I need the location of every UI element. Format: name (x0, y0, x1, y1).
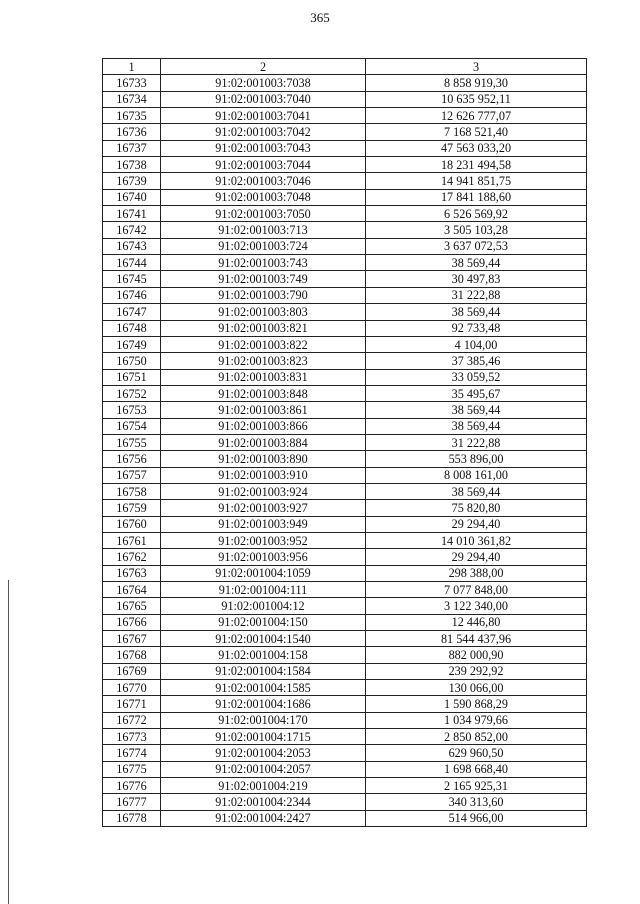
table-row (103, 614, 587, 630)
table-row (103, 549, 587, 565)
value-cell: 10 635 952,11 (366, 91, 587, 107)
cadastral-id-cell: 91:02:001004:2427 (161, 810, 366, 826)
table-body (103, 75, 587, 827)
value-cell: 33 059,52 (366, 369, 587, 385)
value-cell: 75 820,80 (366, 500, 587, 516)
row-number-cell: 16773 (103, 729, 161, 745)
row-number-cell: 16737 (103, 140, 161, 156)
table-row (103, 451, 587, 467)
table-row (103, 402, 587, 418)
table-row (103, 189, 587, 205)
table-row (103, 124, 587, 140)
value-cell: 12 446,80 (366, 614, 587, 630)
table-row (103, 810, 587, 826)
row-number-cell: 16734 (103, 91, 161, 107)
table-row (103, 304, 587, 320)
table-row (103, 418, 587, 434)
value-cell: 38 569,44 (366, 418, 587, 434)
row-number-cell: 16775 (103, 761, 161, 777)
table-row (103, 696, 587, 712)
cadastral-id-cell: 91:02:001003:949 (161, 516, 366, 532)
value-cell: 38 569,44 (366, 255, 587, 271)
table-row (103, 320, 587, 336)
table-row (103, 647, 587, 663)
row-number-cell: 16776 (103, 778, 161, 794)
table-row (103, 336, 587, 352)
table-row (103, 467, 587, 483)
cadastral-id-cell: 91:02:001003:7044 (161, 157, 366, 173)
table-row (103, 729, 587, 745)
table-row (103, 287, 587, 303)
cadastral-id-cell: 91:02:001003:821 (161, 320, 366, 336)
table-row (103, 680, 587, 696)
cadastral-id-cell: 91:02:001004:2057 (161, 761, 366, 777)
value-cell: 38 569,44 (366, 483, 587, 499)
cadastral-value-table (102, 58, 587, 827)
table-row (103, 565, 587, 581)
row-number-cell: 16772 (103, 712, 161, 728)
table-row (103, 631, 587, 647)
value-cell: 14 941 851,75 (366, 173, 587, 189)
row-number-cell: 16743 (103, 238, 161, 254)
row-number-cell: 16746 (103, 287, 161, 303)
column-header-cadastral-id: 2 (161, 59, 366, 75)
row-number-cell: 16767 (103, 631, 161, 647)
row-number-cell: 16742 (103, 222, 161, 238)
value-cell: 47 563 033,20 (366, 140, 587, 156)
table-row (103, 108, 587, 124)
cadastral-id-cell: 91:02:001003:927 (161, 500, 366, 516)
table-row (103, 778, 587, 794)
value-cell: 31 222,88 (366, 287, 587, 303)
column-header-value: 3 (366, 59, 587, 75)
cadastral-id-cell: 91:02:001003:7050 (161, 206, 366, 222)
value-cell: 29 294,40 (366, 549, 587, 565)
value-cell: 14 010 361,82 (366, 532, 587, 548)
table-row (103, 745, 587, 761)
row-number-cell: 16755 (103, 434, 161, 450)
table-row (103, 483, 587, 499)
table-row (103, 794, 587, 810)
table-row (103, 712, 587, 728)
row-number-cell: 16763 (103, 565, 161, 581)
value-cell: 6 526 569,92 (366, 206, 587, 222)
cadastral-id-cell: 91:02:001004:1585 (161, 680, 366, 696)
cadastral-id-cell: 91:02:001003:924 (161, 483, 366, 499)
table-row (103, 369, 587, 385)
row-number-cell: 16771 (103, 696, 161, 712)
row-number-cell: 16748 (103, 320, 161, 336)
table-row (103, 516, 587, 532)
cadastral-id-cell: 91:02:001004:150 (161, 614, 366, 630)
value-cell: 2 850 852,00 (366, 729, 587, 745)
scan-edge-line (8, 580, 9, 904)
value-cell: 340 313,60 (366, 794, 587, 810)
column-header-number: 1 (103, 59, 161, 75)
row-number-cell: 16735 (103, 108, 161, 124)
value-cell: 882 000,90 (366, 647, 587, 663)
table-row (103, 271, 587, 287)
cadastral-id-cell: 91:02:001004:1059 (161, 565, 366, 581)
table-row (103, 761, 587, 777)
row-number-cell: 16747 (103, 304, 161, 320)
row-number-cell: 16749 (103, 336, 161, 352)
cadastral-id-cell: 91:02:001003:866 (161, 418, 366, 434)
row-number-cell: 16774 (103, 745, 161, 761)
cadastral-id-cell: 91:02:001003:7046 (161, 173, 366, 189)
row-number-cell: 16744 (103, 255, 161, 271)
value-cell: 1 034 979,66 (366, 712, 587, 728)
value-cell: 38 569,44 (366, 304, 587, 320)
row-number-cell: 16739 (103, 173, 161, 189)
value-cell: 31 222,88 (366, 434, 587, 450)
value-cell: 12 626 777,07 (366, 108, 587, 124)
row-number-cell: 16754 (103, 418, 161, 434)
row-number-cell: 16756 (103, 451, 161, 467)
row-number-cell: 16766 (103, 614, 161, 630)
value-cell: 298 388,00 (366, 565, 587, 581)
cadastral-id-cell: 91:02:001003:861 (161, 402, 366, 418)
value-cell: 7 077 848,00 (366, 582, 587, 598)
cadastral-id-cell: 91:02:001003:910 (161, 467, 366, 483)
value-cell: 92 733,48 (366, 320, 587, 336)
row-number-cell: 16765 (103, 598, 161, 614)
value-cell: 629 960,50 (366, 745, 587, 761)
cadastral-id-cell: 91:02:001003:7043 (161, 140, 366, 156)
value-cell: 1 698 668,40 (366, 761, 587, 777)
value-cell: 29 294,40 (366, 516, 587, 532)
row-number-cell: 16736 (103, 124, 161, 140)
cadastral-id-cell: 91:02:001004:2053 (161, 745, 366, 761)
table-row (103, 255, 587, 271)
cadastral-id-cell: 91:02:001004:219 (161, 778, 366, 794)
value-cell: 3 122 340,00 (366, 598, 587, 614)
page-number: 365 (310, 10, 330, 25)
value-cell: 3 637 072,53 (366, 238, 587, 254)
row-number-cell: 16758 (103, 483, 161, 499)
row-number-cell: 16768 (103, 647, 161, 663)
cadastral-id-cell: 91:02:001004:111 (161, 582, 366, 598)
table-row (103, 173, 587, 189)
table-row (103, 353, 587, 369)
cadastral-id-cell: 91:02:001003:790 (161, 287, 366, 303)
value-cell: 35 495,67 (366, 385, 587, 401)
row-number-cell: 16757 (103, 467, 161, 483)
value-cell: 3 505 103,28 (366, 222, 587, 238)
table-row (103, 222, 587, 238)
row-number-cell: 16752 (103, 385, 161, 401)
value-cell: 37 385,46 (366, 353, 587, 369)
row-number-cell: 16764 (103, 582, 161, 598)
row-number-cell: 16740 (103, 189, 161, 205)
cadastral-id-cell: 91:02:001004:170 (161, 712, 366, 728)
cadastral-id-cell: 91:02:001003:7038 (161, 75, 366, 91)
cadastral-id-cell: 91:02:001004:1540 (161, 631, 366, 647)
value-cell: 514 966,00 (366, 810, 587, 826)
cadastral-id-cell: 91:02:001003:724 (161, 238, 366, 254)
value-cell: 1 590 868,29 (366, 696, 587, 712)
table-row (103, 385, 587, 401)
cadastral-id-cell: 91:02:001004:1584 (161, 663, 366, 679)
table-row (103, 140, 587, 156)
cadastral-id-cell: 91:02:001003:7042 (161, 124, 366, 140)
table-row (103, 663, 587, 679)
cadastral-id-cell: 91:02:001003:7041 (161, 108, 366, 124)
row-number-cell: 16751 (103, 369, 161, 385)
cadastral-id-cell: 91:02:001003:749 (161, 271, 366, 287)
row-number-cell: 16769 (103, 663, 161, 679)
row-number-cell: 16753 (103, 402, 161, 418)
row-number-cell: 16745 (103, 271, 161, 287)
value-cell: 81 544 437,96 (366, 631, 587, 647)
cadastral-id-cell: 91:02:001003:952 (161, 532, 366, 548)
cadastral-id-cell: 91:02:001003:848 (161, 385, 366, 401)
row-number-cell: 16762 (103, 549, 161, 565)
value-cell: 2 165 925,31 (366, 778, 587, 794)
row-number-cell: 16741 (103, 206, 161, 222)
cadastral-id-cell: 91:02:001003:803 (161, 304, 366, 320)
cadastral-id-cell: 91:02:001003:884 (161, 434, 366, 450)
table-row (103, 238, 587, 254)
row-number-cell: 16733 (103, 75, 161, 91)
row-number-cell: 16778 (103, 810, 161, 826)
cadastral-id-cell: 91:02:001003:890 (161, 451, 366, 467)
row-number-cell: 16770 (103, 680, 161, 696)
cadastral-id-cell: 91:02:001004:12 (161, 598, 366, 614)
table-row (103, 598, 587, 614)
value-cell: 18 231 494,58 (366, 157, 587, 173)
table-row (103, 532, 587, 548)
table-row (103, 206, 587, 222)
value-cell: 4 104,00 (366, 336, 587, 352)
table-header-row (103, 59, 587, 75)
value-cell: 553 896,00 (366, 451, 587, 467)
cadastral-id-cell: 91:02:001004:158 (161, 647, 366, 663)
cadastral-id-cell: 91:02:001003:7040 (161, 91, 366, 107)
table-row (103, 91, 587, 107)
row-number-cell: 16750 (103, 353, 161, 369)
value-cell: 8 858 919,30 (366, 75, 587, 91)
value-cell: 17 841 188,60 (366, 189, 587, 205)
cadastral-id-cell: 91:02:001003:713 (161, 222, 366, 238)
row-number-cell: 16760 (103, 516, 161, 532)
cadastral-id-cell: 91:02:001004:1715 (161, 729, 366, 745)
table-row (103, 500, 587, 516)
cadastral-id-cell: 91:02:001004:2344 (161, 794, 366, 810)
table-row (103, 434, 587, 450)
row-number-cell: 16777 (103, 794, 161, 810)
row-number-cell: 16759 (103, 500, 161, 516)
cadastral-id-cell: 91:02:001003:823 (161, 353, 366, 369)
table-row (103, 582, 587, 598)
value-cell: 239 292,92 (366, 663, 587, 679)
row-number-cell: 16738 (103, 157, 161, 173)
cadastral-id-cell: 91:02:001004:1686 (161, 696, 366, 712)
cadastral-id-cell: 91:02:001003:743 (161, 255, 366, 271)
cadastral-id-cell: 91:02:001003:7048 (161, 189, 366, 205)
cadastral-id-cell: 91:02:001003:956 (161, 549, 366, 565)
cadastral-id-cell: 91:02:001003:822 (161, 336, 366, 352)
cadastral-id-cell: 91:02:001003:831 (161, 369, 366, 385)
value-cell: 8 008 161,00 (366, 467, 587, 483)
value-cell: 38 569,44 (366, 402, 587, 418)
table-row (103, 75, 587, 91)
value-cell: 7 168 521,40 (366, 124, 587, 140)
row-number-cell: 16761 (103, 532, 161, 548)
value-cell: 130 066,00 (366, 680, 587, 696)
table-row (103, 157, 587, 173)
value-cell: 30 497,83 (366, 271, 587, 287)
